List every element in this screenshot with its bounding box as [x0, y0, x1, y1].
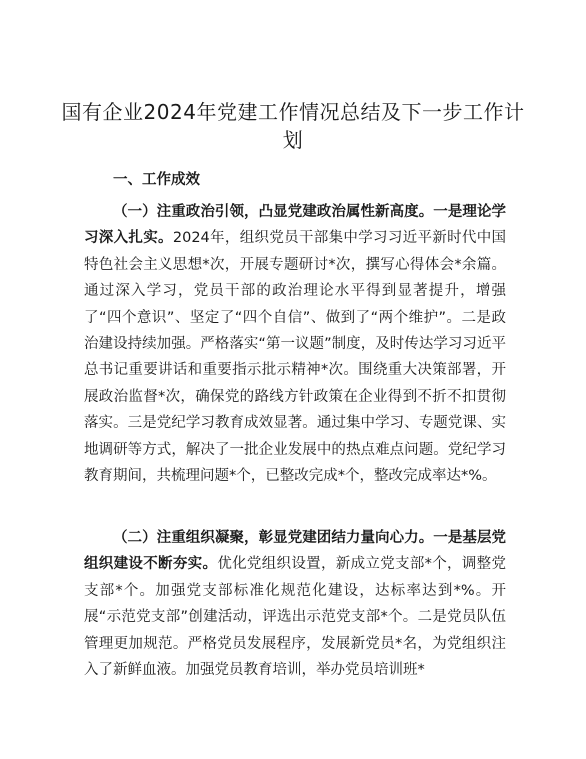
document-title: 国有企业2024年党建工作情况总结及下一步工作计划 — [61, 100, 525, 152]
paragraph-body: 2024年，组织党员干部集中学习习近平新时代中国特色社会主义思想*次，开展专题研讨*次，撰写心得体会*余篇。通过深入学习，党员干部的政治理论水平得到显著提升，增强了“四个意识”、坚定了“四个自信”、做到了“两个维护”。二是政治建设持续加强。严格落实“第一议题”制度，及时传达学习习近平总书记重要讲话和重要指示批示精神*次。围绕重大决策部署，开展政治监督*次，确保党的路线方针政策在企业得到不折不扣贯彻落实。三是党纪学习教育成效显著。通过集中学习、专题党课、实地调研等方式，解决了一批企业发展中的热点难点问题。党纪学习教育期间，共梳理问题*个，已整改完成*个，整改完成率达*%。 — [84, 230, 507, 485]
paragraph-lead: （二）注重组织凝聚，彰显党建团结力量向心力。一是基层党组织建设不断夯实。 — [84, 530, 506, 573]
paragraph-body: 优化党组织设置，新成立党支部*个，调整党支部*个。加强党支部标准化规范化建设，达标率达到*%。开展“示范党支部”创建活动，评选出示范党支部*个。二是党员队伍管理更加规范。严格党员发展程序，发展新党员*名，为党组织注入了新鲜血液。加强党员教育培训，举办党员培训班* — [84, 556, 506, 679]
paragraph-lead: （一）注重政治引领，凸显党建政治属性新高度。一是理论学习深入扎实。 — [84, 204, 506, 247]
paragraph-organizational-cohesion — [84, 525, 506, 683]
section-heading: 一、工作成效 — [113, 172, 200, 188]
paragraph-political-guidance — [84, 199, 506, 489]
